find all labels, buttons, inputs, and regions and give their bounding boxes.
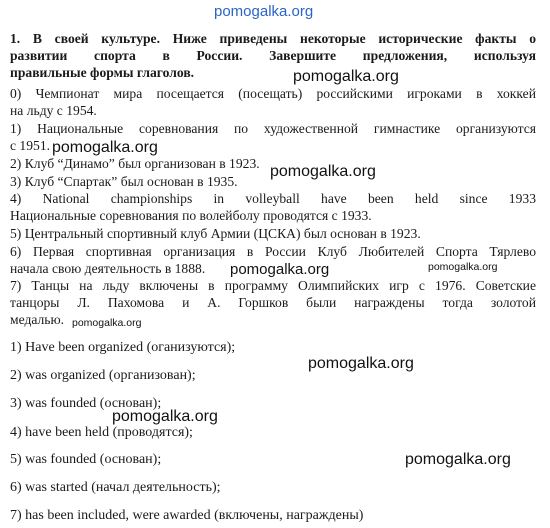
answer-7: 7) has been included, were awarded (включены, награждены) [10, 508, 364, 523]
watermark: pomogalka.org [112, 408, 218, 425]
sentence-7-cont: танцоры Л. Пахомова и А. Горшков были награждены тогда золотой [10, 295, 536, 310]
watermark: pomogalka.org [52, 139, 158, 156]
sentence-0: 0) Чемпионат мира посещается (посещать) российскими игроками в хоккей [10, 86, 536, 101]
task-heading-line: 1. В своей культуре. Ниже приведены некоторые исторические факты о [10, 31, 536, 46]
answer-6: 6) was started (начал деятельность); [10, 480, 221, 495]
sentence-6: 6) Первая спортивная организация в России Клуб Любителей Спорта Тярлево [10, 244, 536, 259]
watermark-top: pomogalka.org [214, 3, 314, 20]
sentence-7-cont: медалью. [10, 312, 65, 327]
watermark: pomogalka.org [428, 261, 498, 273]
watermark: pomogalka.org [308, 355, 414, 372]
watermark: pomogalka.org [72, 317, 142, 329]
sentence-1: 1) Национальные соревнования по художественной гимнастике организуются [10, 121, 536, 136]
watermark: pomogalka.org [270, 163, 376, 180]
sentence-0-cont: на льду с 1954. [10, 103, 97, 118]
sentence-6-cont: начала свою деятельность в 1888. [10, 261, 206, 276]
answer-2: 2) was organized (организован); [10, 368, 196, 383]
sentence-4: 4) National championships in volleyball have been held since 1933 [10, 191, 536, 206]
answer-1: 1) Have been organized (оганизуются); [10, 340, 236, 355]
task-heading-line: развитии спорта в России. Завершите предложения, используя [10, 48, 536, 63]
sentence-7: 7) Танцы на льду включены в программу Олимпийских игр с 1976. Советские [10, 278, 536, 293]
sentence-3: 3) Клуб “Спартак” был основан в 1935. [10, 174, 238, 189]
answer-3: 3) was founded (основан); [10, 396, 162, 411]
sentence-4-cont: Национальные соревнования по волейболу проводятся с 1933. [10, 208, 372, 223]
sentence-2: 2) Клуб “Динамо” был организован в 1923. [10, 156, 260, 171]
answer-4: 4) have been held (проводятся); [10, 425, 193, 440]
watermark: pomogalka.org [230, 261, 330, 278]
sentence-1-cont: с 1951. [10, 138, 51, 153]
task-heading-line: правильные формы глаголов. [10, 65, 195, 80]
sentence-5: 5) Центральный спортивный клуб Армии (ЦСКА) был основан в 1923. [10, 226, 421, 241]
watermark: pomogalka.org [405, 451, 511, 468]
answer-5: 5) was founded (основан); [10, 452, 162, 467]
watermark: pomogalka.org [293, 68, 399, 85]
